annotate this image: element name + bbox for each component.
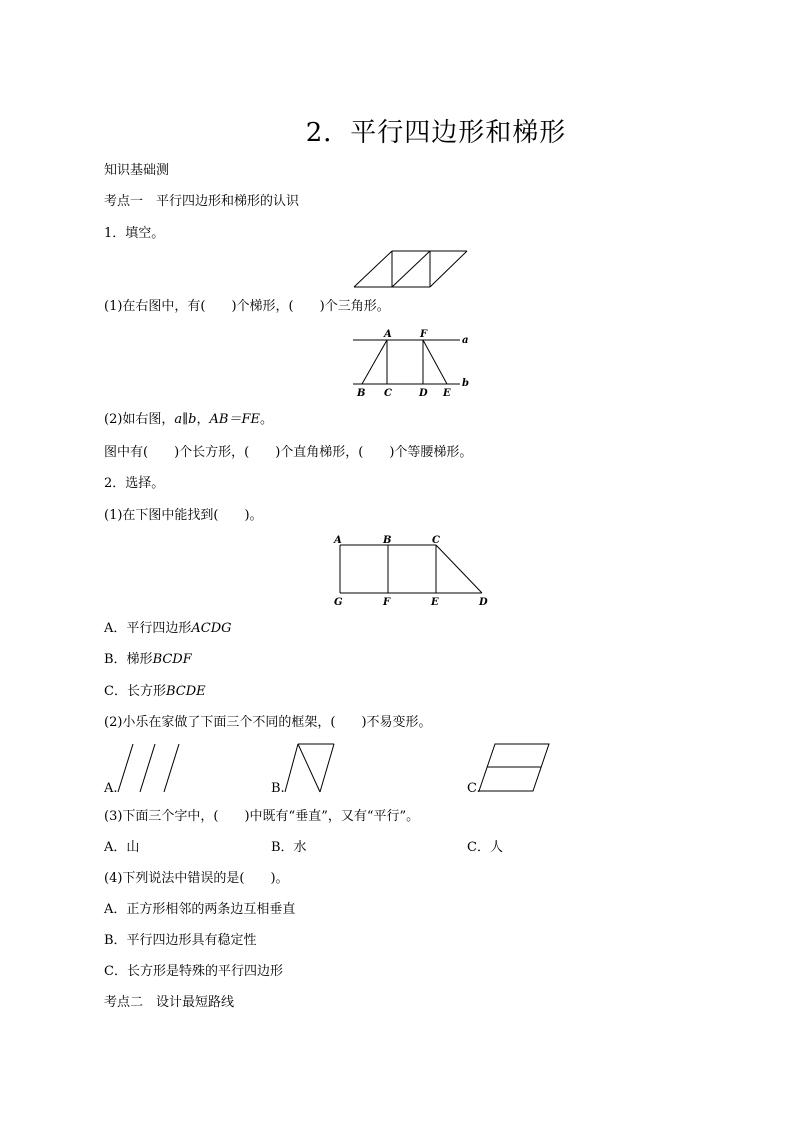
- option-2-2-c: C.: [467, 781, 481, 796]
- figure-rectangles-triangle: [330, 535, 495, 610]
- label-vertex-g: G: [334, 597, 343, 608]
- label-point-a: A: [384, 329, 392, 340]
- label-line-b: b: [462, 378, 469, 389]
- label-point-c: C: [384, 388, 392, 399]
- question-1-heading: 1．填空。: [104, 226, 165, 241]
- topic-one-heading: 考点一 平行四边形和梯形的认识: [104, 194, 300, 209]
- option-2-1-c: C．长方形BCDE: [104, 684, 206, 699]
- figure-parallel-lines: [350, 328, 475, 398]
- question-2-part-2: (2)小乐在家做了下面三个不同的框架，( )不易变形。: [104, 715, 432, 730]
- label-point-d: D: [419, 388, 428, 399]
- option-2-4-a: A．正方形相邻的两条边互相垂直: [104, 902, 296, 917]
- topic-two-heading: 考点二 设计最短路线: [104, 995, 235, 1010]
- option-2-3-a: A．山: [104, 840, 140, 855]
- question-2-heading: 2．选择。: [104, 476, 165, 491]
- label-point-e: E: [443, 388, 451, 399]
- label-vertex-b: B: [383, 535, 392, 546]
- frame-c-parallelogram: [475, 742, 555, 794]
- label-vertex-a: A: [334, 535, 342, 546]
- frame-a-parallel-bars: [112, 742, 192, 794]
- question-1-part-1: (1)在右图中，有( )个梯形，( )个三角形。: [104, 299, 390, 314]
- question-2-part-1: (1)在下图中能找到( )。: [104, 508, 263, 523]
- option-2-1-b: B．梯形BCDF: [104, 652, 192, 667]
- label-vertex-c: C: [432, 535, 440, 546]
- question-2-part-4: (4)下列说法中错误的是( )。: [104, 871, 289, 886]
- page-title: 2．平行四边形和梯形: [305, 118, 567, 148]
- label-vertex-e: E: [431, 597, 439, 608]
- option-2-2-a: A.: [104, 781, 118, 796]
- question-1-part-2: (2)如右图，a∥b，AB＝FE。: [104, 412, 273, 427]
- section-heading: 知识基础测: [104, 163, 170, 178]
- label-point-b: B: [357, 388, 366, 399]
- option-2-2-b: B.: [271, 781, 285, 796]
- option-2-4-b: B．平行四边形具有稳定性: [104, 933, 257, 948]
- option-2-1-a: A．平行四边形ACDG: [104, 621, 232, 636]
- option-2-4-c: C．长方形是特殊的平行四边形: [104, 964, 283, 979]
- label-point-f: F: [420, 329, 428, 340]
- figure-trapezoid-strip: [350, 250, 470, 290]
- option-2-3-b: B．水: [271, 840, 307, 855]
- question-1-part-2-line-2: 图中有( )个长方形，( )个直角梯形，( )个等腰梯形。: [104, 445, 473, 460]
- label-vertex-d: D: [479, 597, 488, 608]
- option-2-3-c: C．人: [467, 840, 503, 855]
- frame-b-triangle: [282, 742, 357, 794]
- question-2-part-3: (3)下面三个字中，( )中既有“垂直”，又有“平行”。: [104, 809, 420, 824]
- label-vertex-f: F: [383, 597, 391, 608]
- label-line-a: a: [462, 335, 469, 346]
